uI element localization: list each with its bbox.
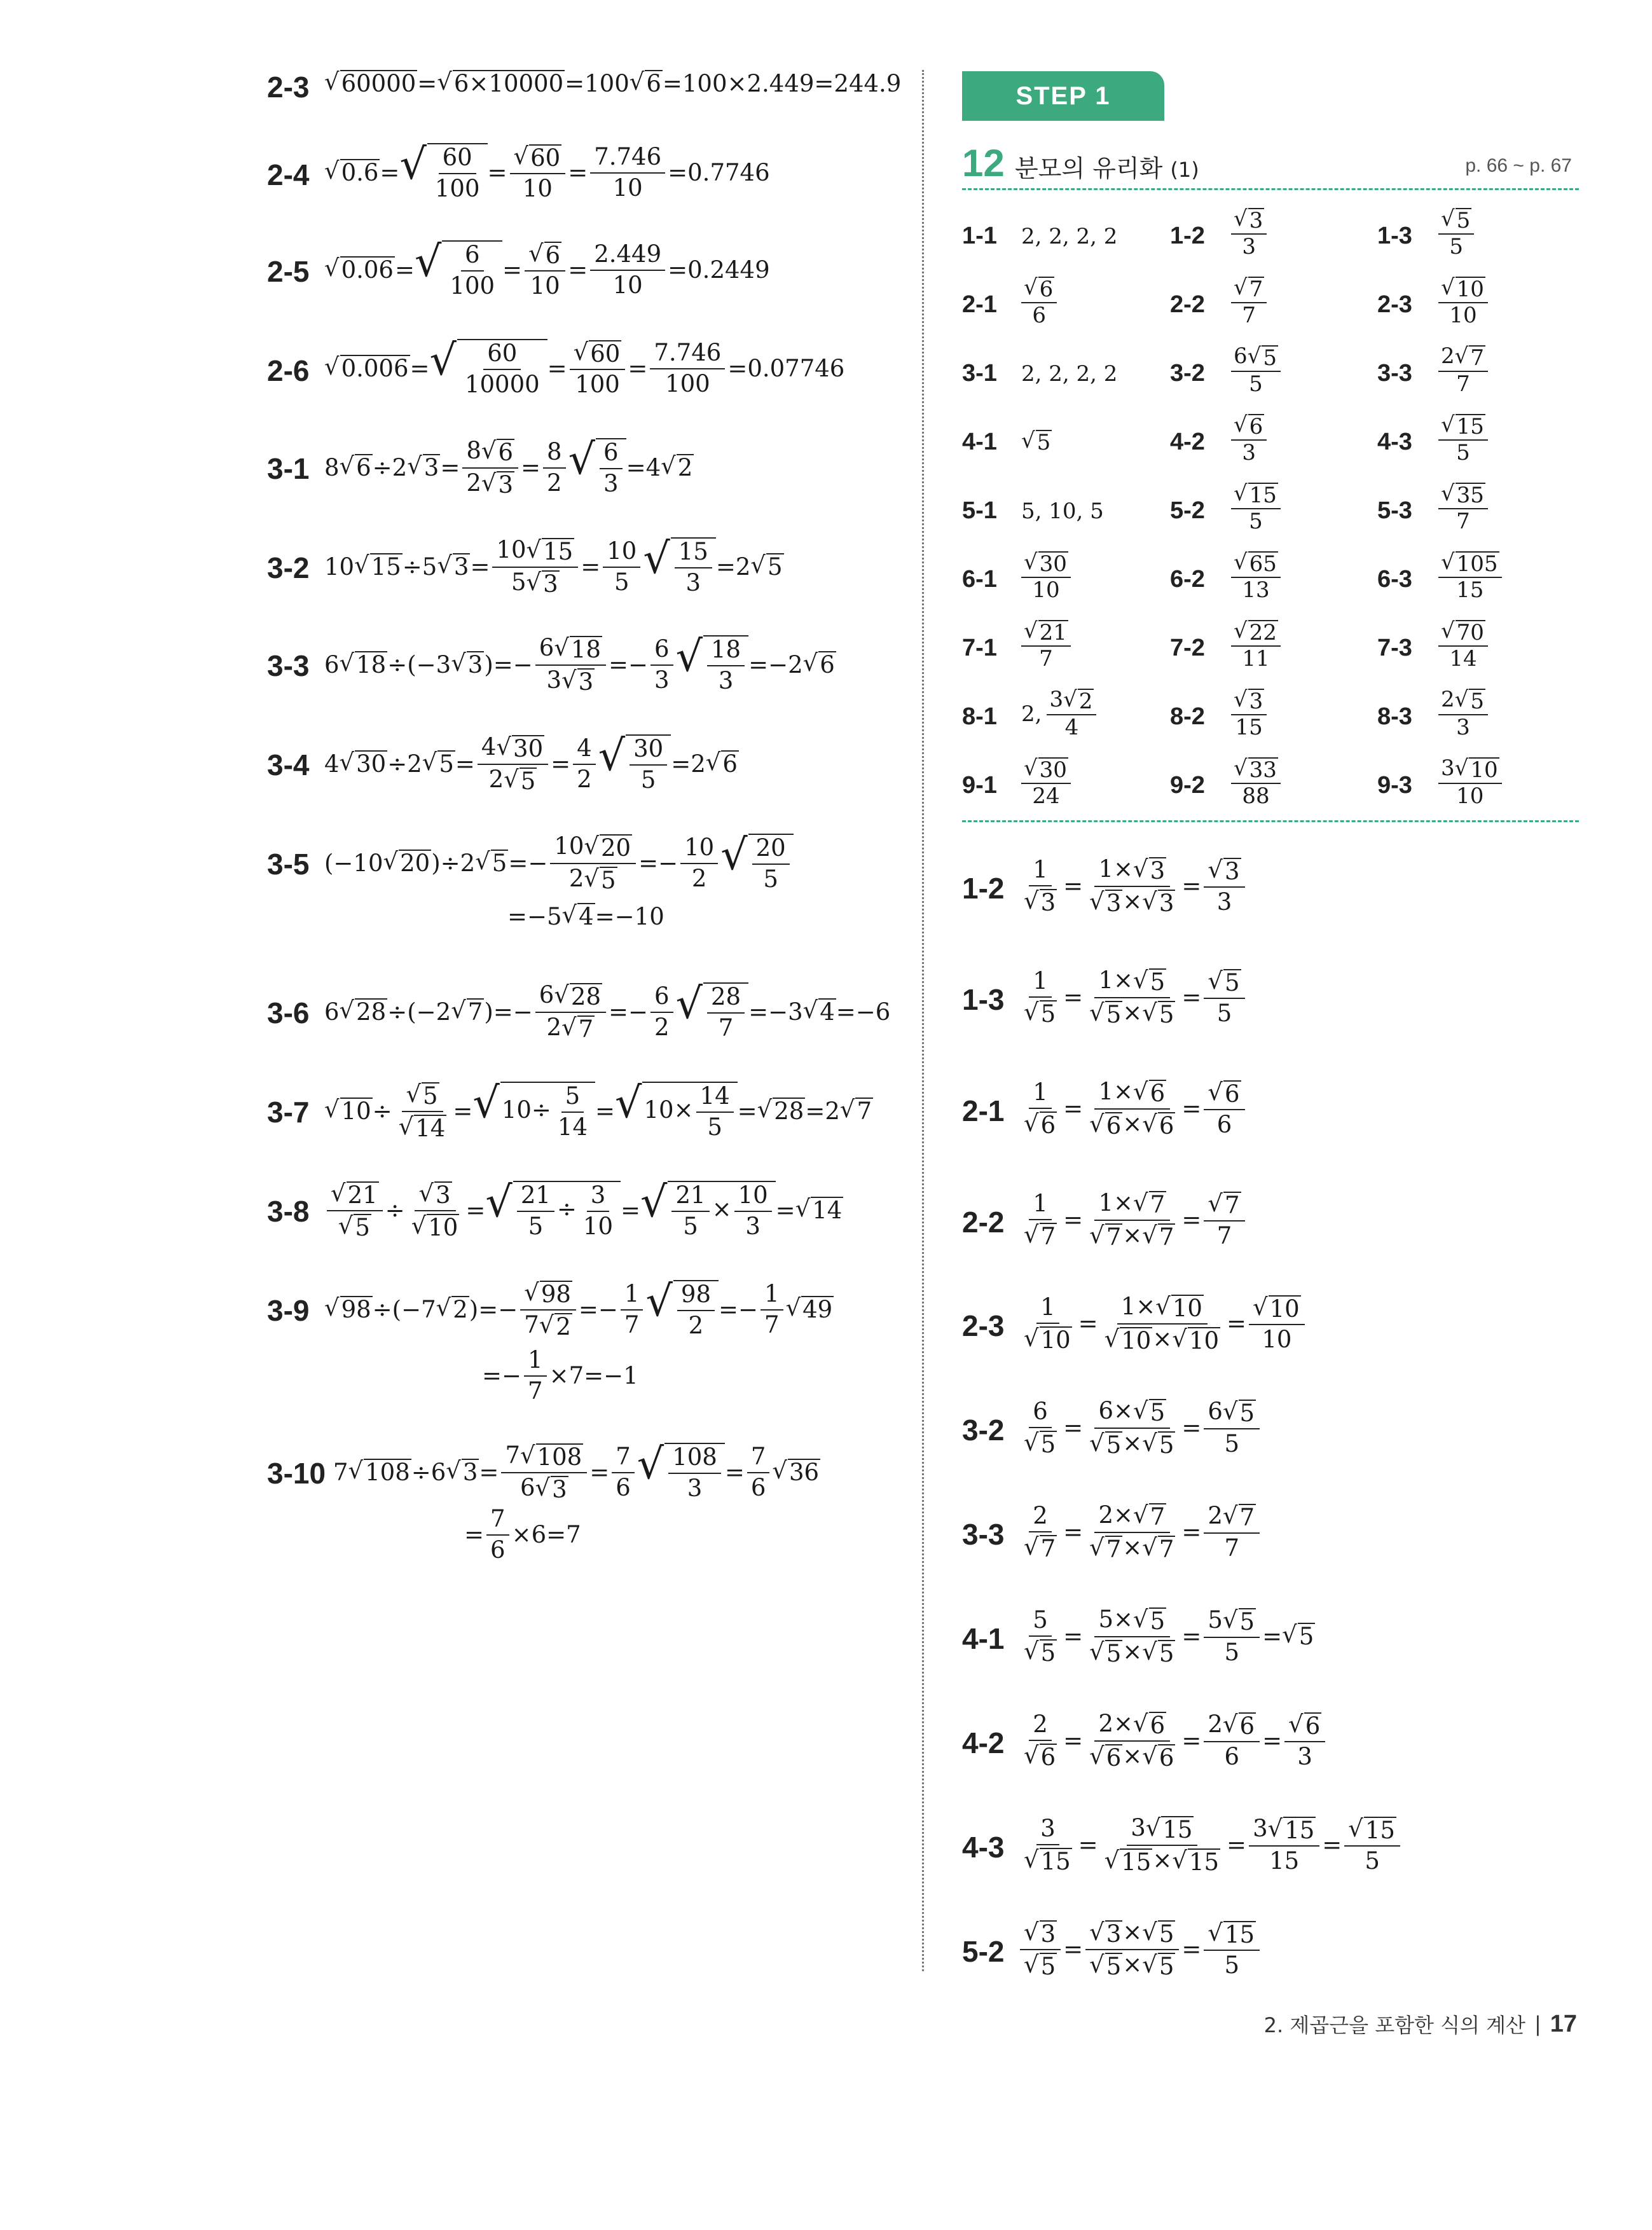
solution: 6 √ 28 ÷(−2 √ 7 )=− 6 √ 28 2 √ 7 =− $\frac{6}{2}$ √ $\frac{28}{7}$ =−3 √ 4 =−6 [324,979,891,1043]
grid-answer: 2 √ 7 7 [1438,345,1488,397]
grid-answer: 2, 3 √ 2 4 [1021,688,1096,740]
solution: 1 √ 7 = 1× √ 7 √ 7 × √ 7 = √ 7 7 [1017,1190,1248,1250]
grid-label: 8-3 [1377,703,1412,730]
solution: 8 √ 6 ÷2 √ 3 = 8 √ 6 2 √ 3 = $\frac{8}{2}$ √ $\frac{6}{3}$ =4 √ 2 [324,434,693,499]
solution: 7 √ 108 ÷6 √ 3 = 7 √ 108 6 √ 3 = $\frac{7}{6}$ √ $\frac{108}{3}$ = $\frac{7}{6}$ √ 36 [333,1439,820,1503]
grid-answer: 3 √ 10 10 [1438,757,1502,809]
problem-label: 3-10 [267,1457,326,1490]
grid-answer: √ 22 11 [1231,619,1281,671]
problem-label: 3-3 [267,649,310,682]
problem-label: 2-6 [267,354,310,387]
problem-label: 3-2 [267,551,310,584]
problem-label: 3-7 [267,1096,310,1129]
grid-label: 3-3 [1377,360,1412,387]
grid-label: 5-1 [962,497,997,524]
grid-label: 7-3 [1377,635,1412,661]
problem-label: 3-3 [962,1518,1005,1551]
solution: 3 √ 15 = 3 √ 15 √ 15 × √ 15 = 3 √ 15 15 = √ 15 5 [1017,1815,1403,1875]
grid-answer: √ 21 7 [1021,619,1071,671]
page-footer [1264,2009,1577,2039]
grid-label: 9-3 [1377,772,1412,799]
problem-label: 2-1 [962,1094,1005,1127]
grid-label: 2-3 [1377,291,1412,318]
solution: √ 0.6 = √ $\frac{60}{100}$ = √ 60 10 = $\frac{7.746}{10}$ =0.7746 [324,139,770,202]
problem-label: 3-4 [267,748,310,781]
grid-label: 8-1 [962,703,997,730]
solution: √ 21 √ 5 ÷ √ 3 √ 10 = √ $\frac{21}{5}$ ÷ $\frac{3}{10}$ = √ $\frac{21}{5}$ × $\frac{10}{3}$ = √ 14 [324,1180,843,1241]
grid-answer: 2, 2, 2, 2 [1021,224,1118,249]
column-divider [922,70,924,1971]
problem-label: 2-3 [962,1309,1005,1342]
grid-label: 7-2 [1170,635,1205,661]
solution: 5 √ 5 = 5× √ 5 √ 5 × √ 5 = 5 √ 5 5 = √ 5 [1024,1606,1314,1667]
grid-answer: √ 10 10 [1438,276,1488,328]
solution: √ 10 ÷ √ 5 √ 14 = √ 10÷ $\frac{5}{14}$ = √ 10× $\frac{14}{5}$ = √ 28 =2 √ 7 [324,1078,872,1142]
grid-label: 8-2 [1170,703,1205,730]
grid-answer: 5, 10, 5 [1021,499,1104,524]
grid-label: 1-1 [962,223,997,249]
page-range: p. 66 ~ p. 67 [1465,155,1572,176]
section-title: 분모의 유리화 (1) [1015,155,1199,182]
grid-label: 2-1 [962,291,997,318]
solution-line: = $\frac{7}{6}$ ×6=7 [464,1505,581,1564]
solution: 4 √ 30 ÷2 √ 5 = 4 √ 30 2 √ 5 = $\frac{4}{2}$ √ $\frac{30}{5}$ =2 √ 6 [324,731,738,795]
grid-answer: √ 15 5 [1438,413,1488,465]
solution: 1 √ 5 = 1× √ 5 √ 5 × √ 5 = √ 5 5 [1017,967,1248,1028]
footer-separator: | [1534,2012,1541,2036]
divider-top [962,188,1579,190]
grid-label: 1-3 [1377,223,1412,249]
divider-bottom [962,820,1579,822]
problem-label: 3-8 [267,1195,310,1228]
solution: 6 √ 18 ÷(−3 √ 3 )=− 6 √ 18 3 √ 3 =− $\frac{6}{3}$ √ $\frac{18}{3}$ =−2 √ 6 [324,631,835,696]
grid-label: 4-1 [962,429,997,455]
grid-answer: √ 6 6 [1021,276,1057,328]
problem-label: 4-2 [962,1726,1005,1759]
solution: √ 3 √ 5 = √ 3 × √ 5 √ 5 × √ 5 = √ 15 5 [1017,1919,1262,1979]
grid-label: 9-1 [962,772,997,799]
problem-label: 2-3 [267,71,310,104]
solution-line: =−5 √ 4 =−10 [507,901,664,931]
grid-label: 5-2 [1170,497,1205,524]
problem-label: 2-4 [267,158,310,191]
step-badge: STEP 1 [962,71,1164,121]
grid-answer: √ 3 15 [1231,688,1267,740]
grid-answer: √ 70 14 [1438,619,1488,671]
grid-label: 2-2 [1170,291,1205,318]
problem-label: 1-3 [962,983,1005,1016]
grid-label: 6-3 [1377,566,1412,593]
problem-label: 3-1 [267,452,310,485]
problem-label: 3-5 [267,848,310,881]
chapter-title: 2. 제곱근을 포함한 식의 계산 [1263,2013,1525,2037]
problem-label: 3-6 [267,996,310,1029]
section-number: 12 [962,142,1005,184]
solution: 2 √ 7 = 2× √ 7 √ 7 × √ 7 = 2 √ 7 7 [1017,1502,1262,1562]
grid-answer: √ 65 13 [1231,551,1281,603]
solution: √ 98 ÷(−7 √ 2 )=− √ 98 7 √ 2 =− $\frac{1}{7}$ √ $\frac{98}{2}$ =− $\frac{1}{7}$ √ 49 [324,1276,833,1340]
grid-answer: 6 √ 5 5 [1231,345,1281,397]
grid-label: 1-2 [1170,223,1205,249]
grid-answer: √ 30 24 [1021,757,1071,809]
problem-label: 1-2 [962,872,1005,905]
solution: √ 0.06 = √ $\frac{6}{100}$ = √ 6 10 = $\frac{2.449}{10}$ =0.2449 [324,237,770,299]
grid-label: 6-1 [962,566,997,593]
page-number: 17 [1550,2010,1577,2037]
solution-line: =− $\frac{1}{7}$ ×7=−1 [482,1346,638,1405]
grid-answer: √ 5 [1021,428,1051,455]
grid-label: 6-2 [1170,566,1205,593]
grid-label: 7-1 [962,635,997,661]
solution: √ 0.006 = √ $\frac{60}{10000}$ = √ 60 100 = $\frac{7.746}{100}$ =0.07746 [324,335,845,398]
grid-label: 3-1 [962,360,997,387]
grid-answer: √ 15 5 [1231,482,1281,534]
grid-label: 4-2 [1170,429,1205,455]
grid-answer: √ 7 7 [1231,276,1267,328]
grid-answer: √ 3 3 [1231,207,1267,259]
solution: 1 √ 6 = 1× √ 6 √ 6 × √ 6 = √ 6 6 [1017,1078,1248,1139]
grid-label: 9-2 [1170,772,1205,799]
grid-answer: √ 30 10 [1021,551,1071,603]
grid-answer: √ 105 15 [1438,551,1502,603]
grid-answer: √ 33 88 [1231,757,1281,809]
grid-answer: √ 35 7 [1438,482,1488,534]
problem-label: 3-2 [962,1414,1005,1447]
grid-label: 5-3 [1377,497,1412,524]
grid-answer: √ 5 5 [1438,207,1474,259]
problem-label: 2-2 [962,1206,1005,1239]
problem-label: 4-1 [962,1622,1005,1655]
solution: √ 60000 = √ 6×10000 =100 √ 6 =100×2.449=244.9 [324,68,902,98]
problem-label: 3-9 [267,1294,310,1327]
grid-label: 3-2 [1170,360,1205,387]
problem-label: 5-2 [962,1935,1005,1968]
solution: 6 √ 5 = 6× √ 5 √ 5 × √ 5 = 6 √ 5 5 [1017,1398,1262,1458]
grid-label: 4-3 [1377,429,1412,455]
solution: 10 √ 15 ÷5 √ 3 = 10 √ 15 5 √ 3 = $\frac{10}{5}$ √ $\frac{15}{3}$ =2 √ 5 [324,533,783,598]
grid-answer: √ 6 3 [1231,413,1267,465]
solution: (−10 √ 20 )÷2 √ 5 =− 10 √ 20 2 √ 5 =− $\frac{10}{2}$ √ $\frac{20}{5}$ [324,833,794,893]
grid-answer: 2, 2, 2, 2 [1021,361,1118,387]
solution: 1 √ 10 = 1× √ 10 √ 10 × √ 10 = √ 10 10 [1017,1293,1307,1354]
problem-label: 2-5 [267,255,310,288]
problem-label: 4-3 [962,1831,1005,1864]
solution: 2 √ 6 = 2× √ 6 √ 6 × √ 6 = 2 √ 6 6 = √ 6 3 [1017,1710,1328,1771]
solution: 1 √ 3 = 1× √ 3 √ 3 × √ 3 = √ 3 3 [1017,856,1248,916]
grid-answer: 2 √ 5 3 [1438,688,1488,740]
